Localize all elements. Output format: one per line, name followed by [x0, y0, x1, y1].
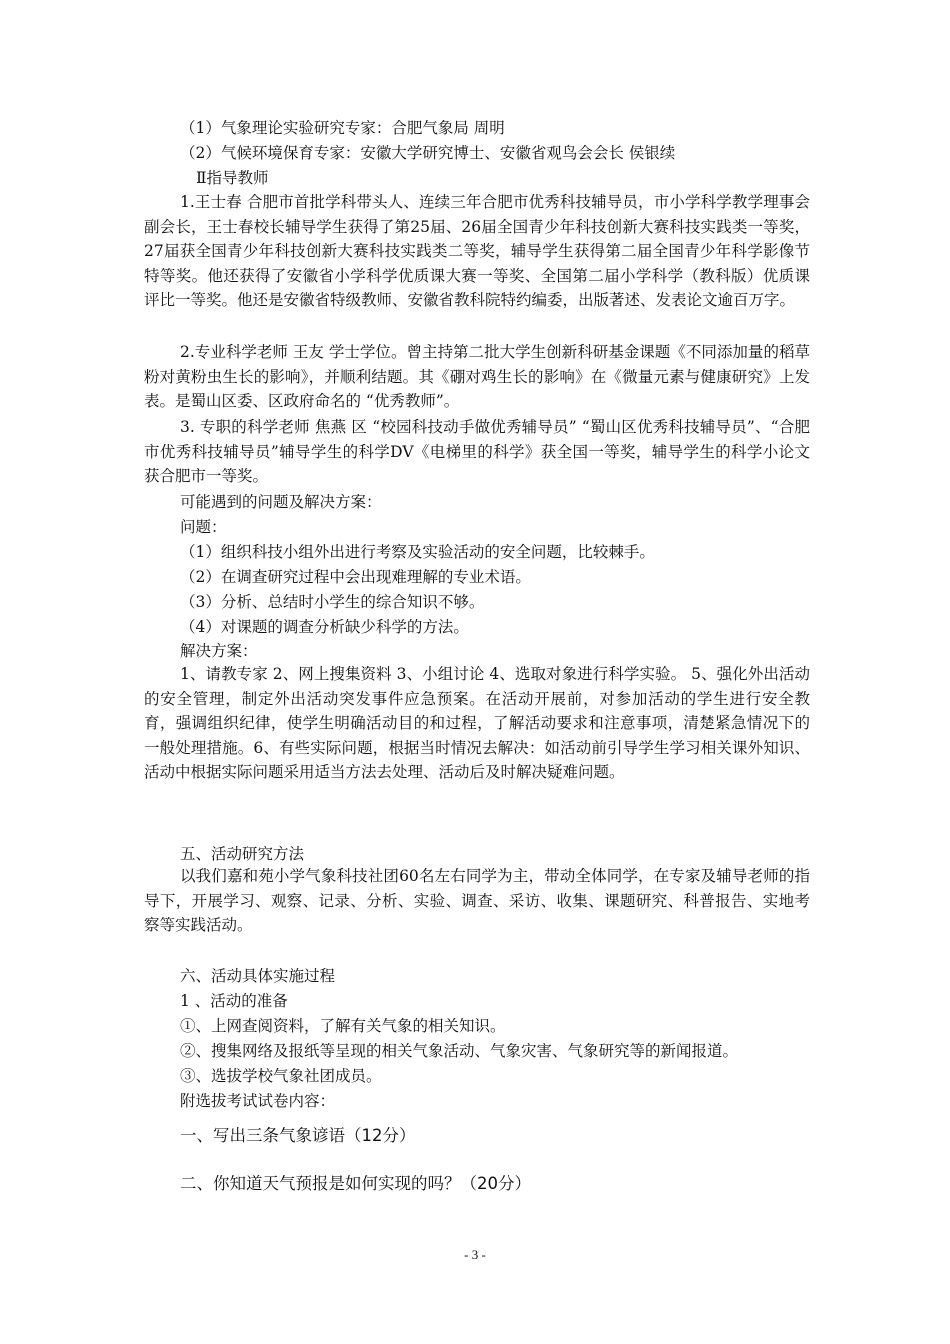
exam-question: 一、写出三条气象谚语（12分）	[180, 1126, 416, 1145]
page-number: - 3 -	[464, 1247, 486, 1262]
expert-item: （2）气候环境保育专家：安徽大学研究博士、安徽省观鸟会会长 侯银续	[180, 144, 676, 162]
prep-item: ①、上网查阅资料，了解有关气象的相关知识。	[180, 1017, 506, 1035]
problem-item: （1）组织科技小组外出进行考察及实验活动的安全问题，比较棘手。	[180, 543, 655, 561]
solutions-paragraph: 1、请教专家 2、网上搜集资料 3、小组讨论 4、选取对象进行科学实验。 5、强化外出活动的安全管理，制定外出活动突发事件应急预案。在活动开展前，对参加活动的学生进行安全教育，强调组织纪律，使学生明确活动目的和过程，了解活动要求和注意事项，清楚紧急情况下的一般处理措施。6、有些实际问题，根据当时情况去解决：如活动前引导学生学习相关课外知识、活动中根据实际问题采用适当方法去处理、活动后及时解决疑难问题。	[144, 665, 810, 781]
problem-item: （4）对课题的调查分析缺少科学的方法。	[180, 618, 469, 636]
problem-item: （2）在调查研究过程中会出现难理解的专业术语。	[180, 568, 531, 586]
exam-intro: 附选拔考试试卷内容：	[180, 1092, 336, 1110]
section-title: 五、活动研究方法	[180, 845, 305, 863]
guide-heading: Ⅱ指导教师	[196, 169, 269, 187]
problem-item: （3）分析、总结时小学生的综合知识不够。	[180, 593, 485, 611]
solutions-label: 解决方案：	[180, 642, 258, 660]
exam-question: 二、你知道天气预报是如何实现的吗？（20分）	[180, 1174, 531, 1193]
problems-label: 问题：	[180, 518, 227, 536]
prep-item: ②、搜集网络及报纸等呈现的相关气象活动、气象灾害、气象研究等的新闻报道。	[180, 1042, 739, 1060]
expert-item: （1）气象理论实验研究专家：合肥气象局 周明	[180, 119, 505, 137]
teacher-paragraph: 3. 专职的科学老师 焦燕 区 “校园科技动手做优秀辅导员” “蜀山区优秀科技辅导员”、“合肥市优秀科技辅导员”辅导学生的科学DV《电梯里的科学》获全国一等奖，辅导学生的科学小论文获合肥市一等奖。	[144, 418, 810, 485]
prep-item: ③、选拔学校气象社团成员。	[180, 1067, 382, 1085]
teacher-paragraph: 2.专业科学老师 王友 学士学位。曾主持第二批大学生创新科研基金课题《不同添加量的稻草粉对黄粉虫生长的影响》，并顺利结题。其《硼对鸡生长的影响》在《微量元素与健康研究》上发表。是蜀山区委、区政府命名的 “优秀教师”。	[144, 343, 810, 410]
subsection-title: 1 、活动的准备	[180, 992, 288, 1010]
problems-heading: 可能遇到的问题及解决方案：	[180, 493, 382, 511]
section-body: 以我们嘉和苑小学气象科技社团60名左右同学为主，带动全体同学，在专家及辅导老师的指导下，开展学习、观察、记录、分析、实验、调查、采访、收集、课题研究、科普报告、实地考察等实践活动。	[144, 867, 810, 934]
section-title: 六、活动具体实施过程	[180, 967, 336, 985]
teacher-paragraph: 1.王士春 合肥市首批学科带头人、连续三年合肥市优秀科技辅导员，市小学科学教学理事会副会长，王士春校长辅导学生获得了第25届、26届全国青少年科技创新大赛科技实践类一等奖，27届获全国青少年科技创新大赛科技实践类二等奖，辅导学生获得第二届全国青少年科学影像节特等奖。他还获得了安徽省小学科学优质课大赛一等奖、全国第二届小学科学（教科版）优质课评比一等奖。他还是安徽省特级教师、安徽省教科院特约编委，出版著述、发表论文逾百万字。	[144, 193, 810, 309]
